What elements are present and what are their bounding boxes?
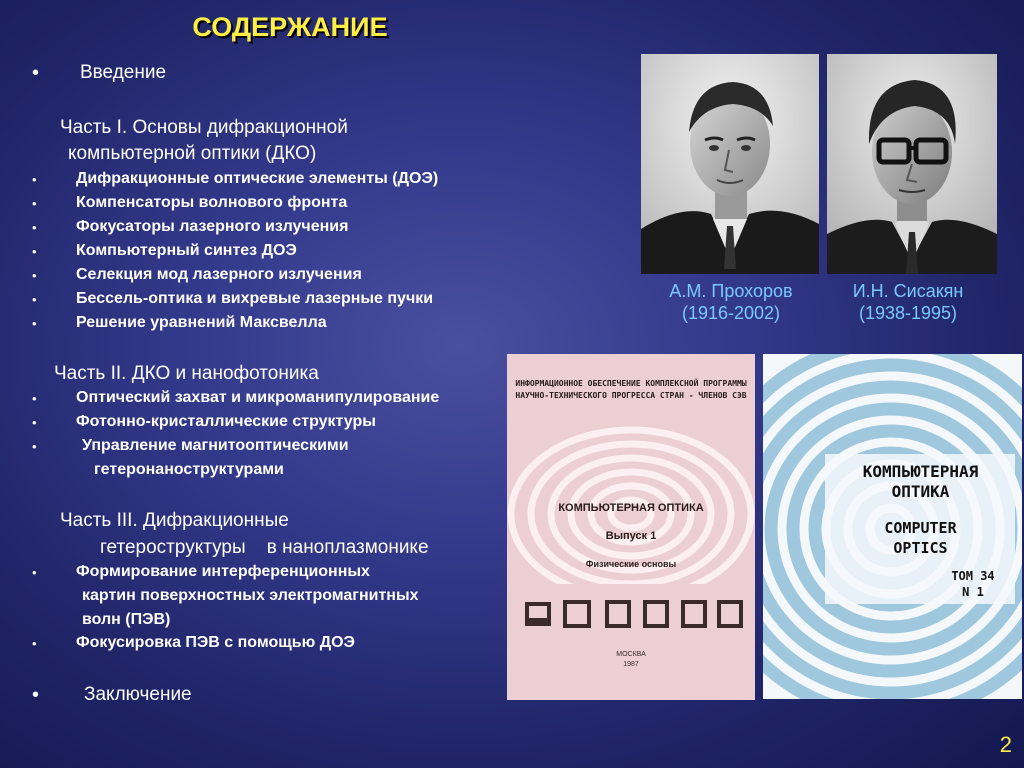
person-name: И.Н. Сисакян	[852, 281, 964, 301]
bullet-dot: •	[32, 439, 37, 454]
portrait-photo-sisakyan	[827, 54, 997, 274]
book2-title-ru	[823, 462, 1018, 502]
part1-heading-cont: компьютерной оптики (ДКО)	[68, 143, 317, 164]
bullet-dot: •	[32, 684, 40, 706]
book1-header	[507, 378, 755, 402]
bullet-dot: •	[32, 220, 37, 235]
page-number: 2	[999, 732, 1012, 757]
person-years: (1916-2002)	[681, 303, 781, 323]
book-cover-computer-optics-journal	[763, 354, 1022, 699]
book1-year: 1987	[623, 661, 639, 668]
bullet-dot: •	[32, 244, 37, 259]
book1-title: КОМПЬЮТЕРНАЯ ОПТИКА	[558, 502, 704, 514]
book2-title-en	[823, 518, 1018, 558]
book2-number-label: N 1	[962, 585, 984, 599]
list-item: Дифракционные оптические элементы (ДОЭ)	[76, 170, 439, 187]
list-item: Управление магнитооптическими	[82, 437, 349, 454]
list-item: Формирование интерференционных	[76, 563, 370, 580]
book2-title-ru-line: ОПТИКА	[891, 482, 950, 501]
list-item: Компьютерный синтез ДОЭ	[76, 242, 297, 259]
book1-header-line: ИНФОРМАЦИОННОЕ ОБЕСПЕЧЕНИЕ КОМПЛЕКСНОЙ ПРОГРАММЫ	[515, 379, 747, 388]
book2-volume	[933, 568, 1013, 600]
list-item: Решение уравнений Максвелла	[76, 314, 327, 331]
portrait-photo-prokhorov	[641, 54, 819, 274]
list-item: Оптический захват и микроманипулирование	[76, 389, 440, 406]
book1-title-block	[507, 494, 755, 578]
part2-heading: Часть II. ДКО и нанофотоника	[54, 363, 319, 384]
intro-item: Введение	[80, 62, 167, 83]
book1-header-line: НАУЧНО-ТЕХНИЧЕСКОГО ПРОГРЕССА СТРАН - ЧЛЕНОВ СЭВ	[515, 391, 747, 400]
list-item-cont: гетеронаноструктурами	[94, 461, 284, 478]
list-item: Бессель-оптика и вихревые лазерные пучки	[76, 290, 434, 307]
book1-city: МОСКВА	[616, 651, 646, 658]
list-item: Селекция мод лазерного излучения	[76, 266, 362, 283]
caption-sisakyan	[822, 280, 994, 324]
conclusion-item: Заключение	[84, 684, 192, 705]
bullet-dot: •	[32, 316, 37, 331]
bullet-dot: •	[32, 292, 37, 307]
part3-heading: Часть III. Дифракционные	[60, 510, 289, 531]
book2-volume-label: ТОМ 34	[951, 569, 995, 583]
person-years: (1938-1995)	[858, 303, 958, 323]
book2-title-ru-line: КОМПЬЮТЕРНАЯ	[862, 462, 979, 481]
bullet-dot: •	[32, 415, 37, 430]
caption-prokhorov	[641, 280, 821, 324]
bullet-dot: •	[32, 62, 40, 84]
book-cover-computer-optics-1987	[507, 354, 755, 700]
list-item: Фокусировка ПЭВ с помощью ДОЭ	[76, 634, 355, 651]
book2-title-en-line: OPTICS	[893, 539, 948, 557]
bullet-dot: •	[32, 565, 37, 580]
bullet-dot: •	[32, 172, 37, 187]
book1-subtitle: Физические основы	[585, 559, 677, 569]
book1-imprint	[507, 650, 755, 670]
list-item: Компенсаторы волнового фронта	[76, 194, 348, 211]
list-item: Фокусаторы лазерного излучения	[76, 218, 349, 235]
person-name: А.М. Прохоров	[669, 281, 793, 301]
list-item: Фотонно-кристаллические структуры	[76, 413, 376, 430]
book1-issue: Выпуск 1	[605, 530, 657, 542]
bullet-dot: •	[32, 196, 37, 211]
slide-title: СОДЕРЖАНИЕ	[192, 12, 388, 42]
list-item-cont: картин поверхностных электромагнитных	[82, 587, 419, 604]
bullet-dot: •	[32, 636, 37, 651]
book2-title-en-line: COMPUTER	[884, 519, 957, 537]
part3-heading-cont: гетероструктуры в наноплазмонике	[100, 537, 429, 558]
bullet-dot: •	[32, 268, 37, 283]
part1-heading: Часть I. Основы дифракционной	[60, 117, 348, 138]
bullet-dot: •	[32, 391, 37, 406]
list-item-cont: волн (ПЭВ)	[82, 611, 171, 628]
